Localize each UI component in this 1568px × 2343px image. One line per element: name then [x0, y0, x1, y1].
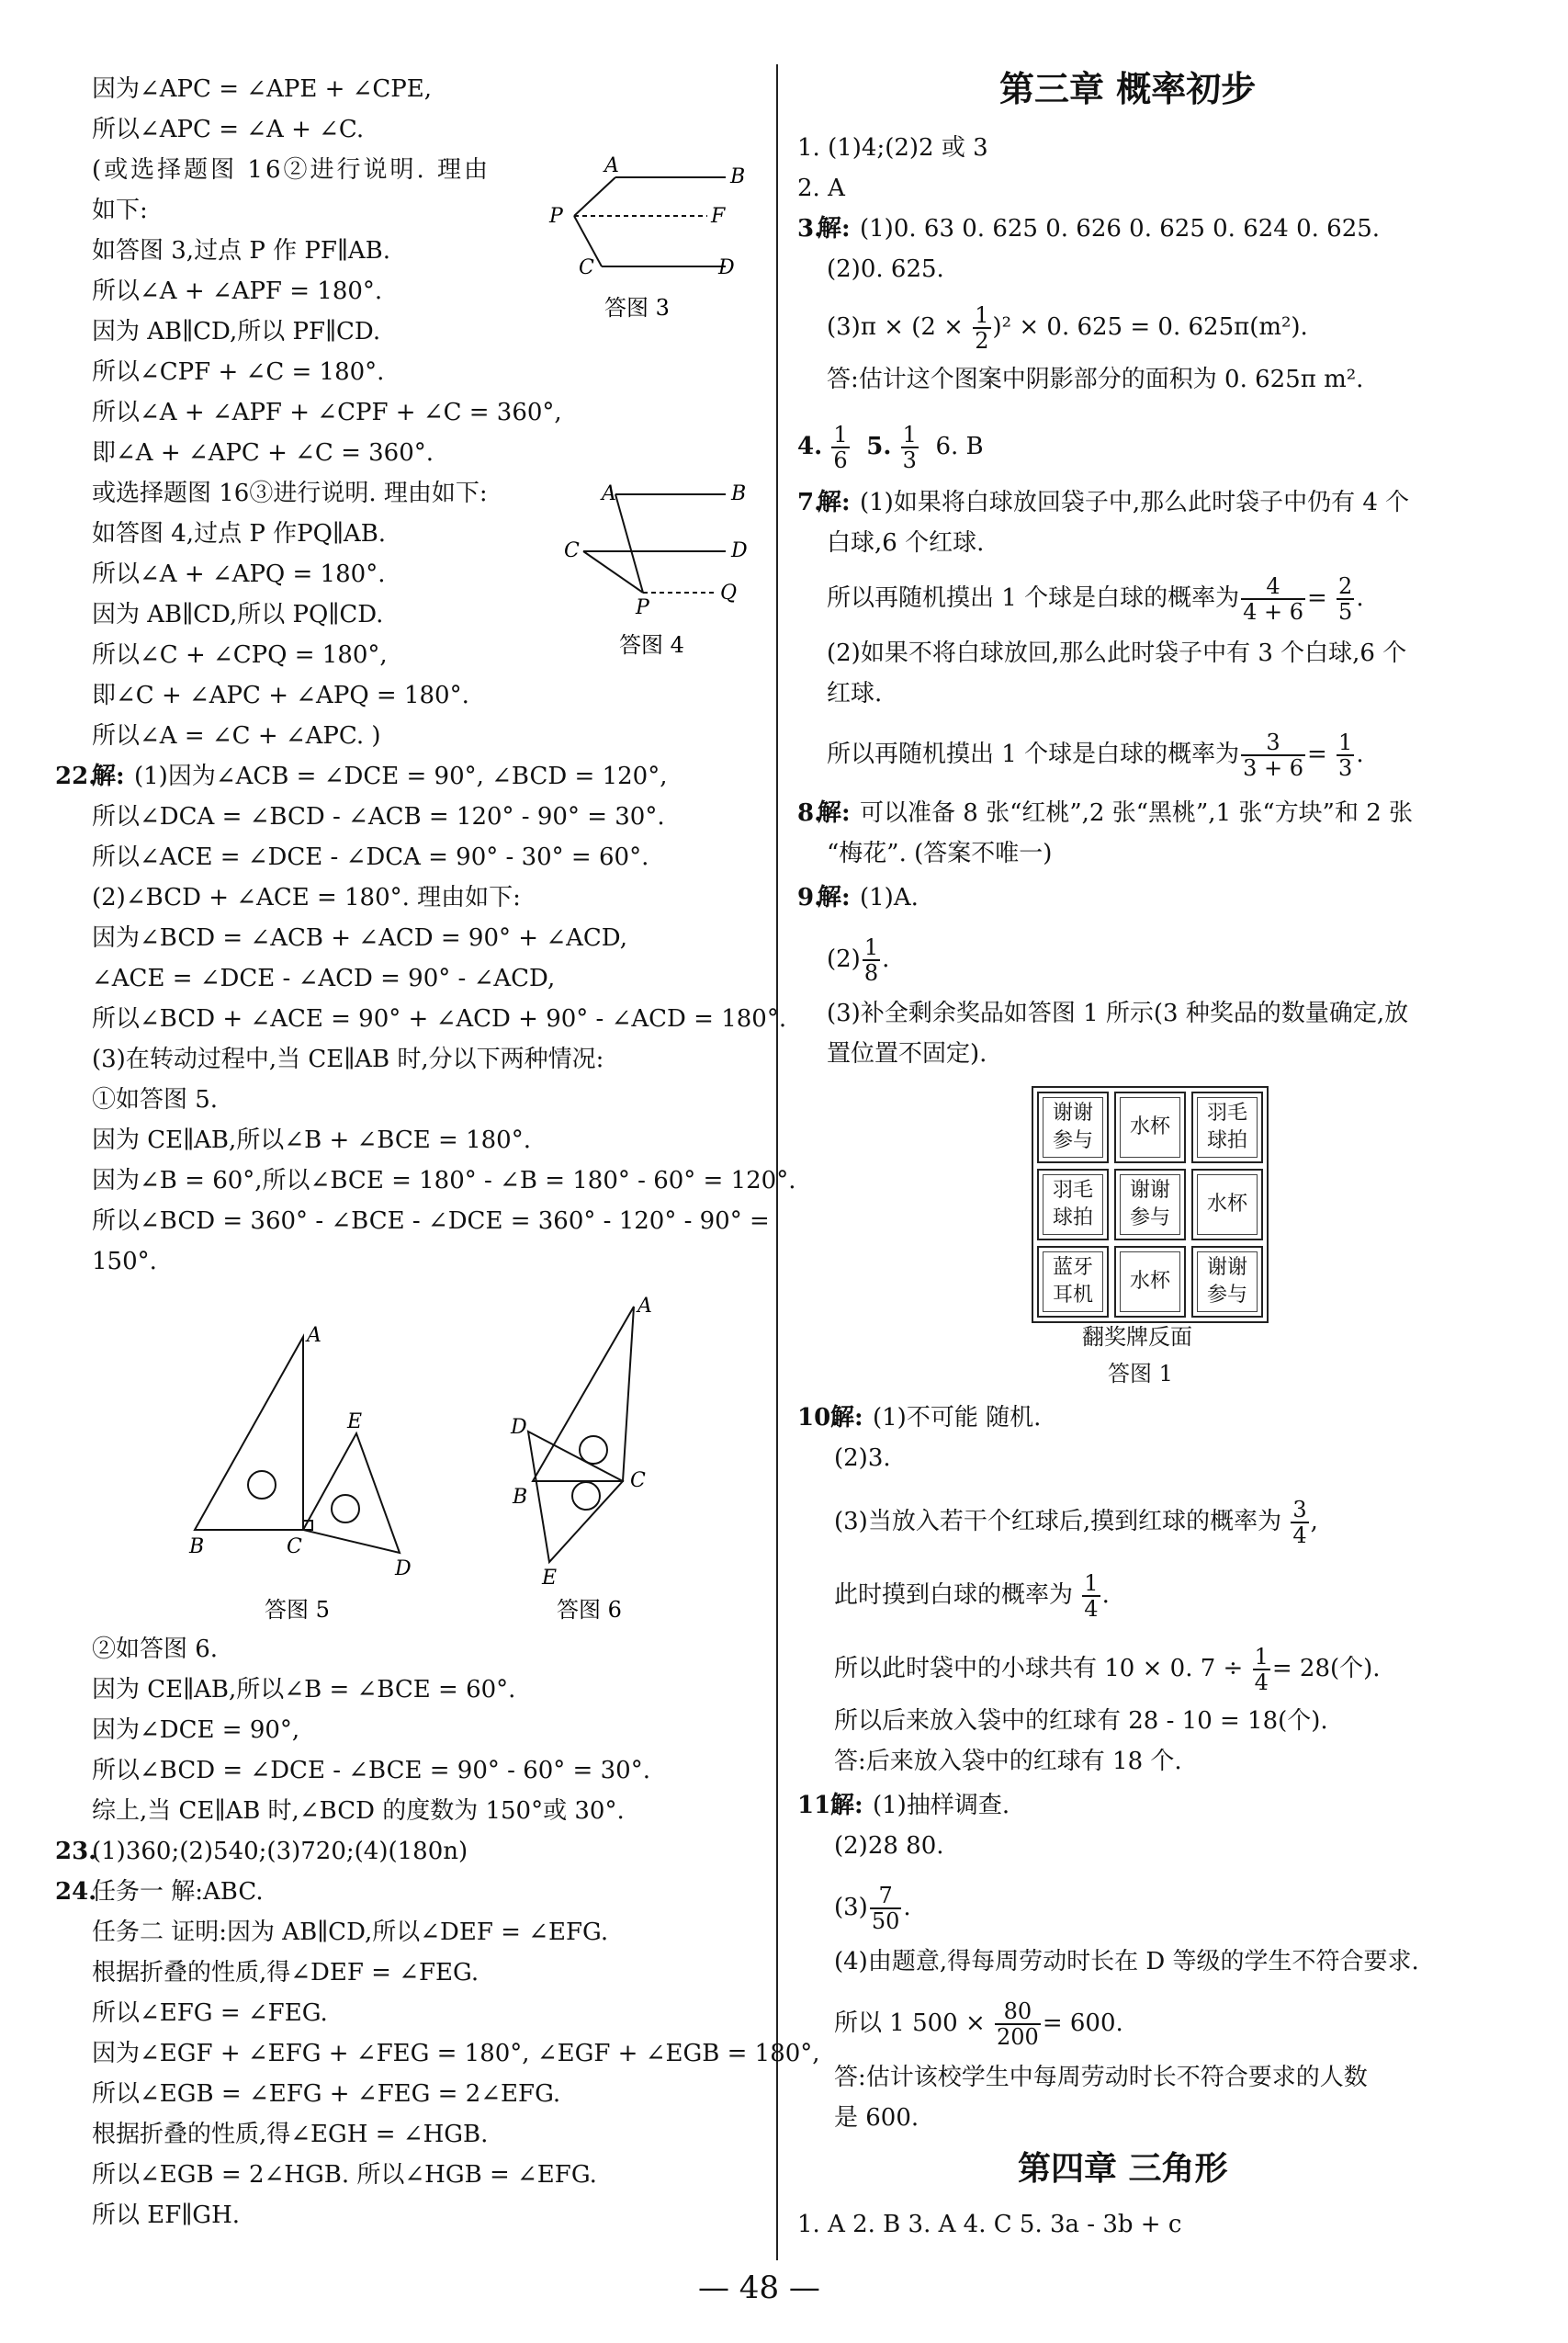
denominator: 3 + 6	[1243, 755, 1303, 781]
fraction	[1241, 730, 1305, 780]
text-line: (1)如果将白球放回袋子中,那么此时袋子中仍有 4 个	[860, 489, 1410, 516]
prize-card	[1114, 1169, 1186, 1240]
triangle-hole	[248, 1471, 276, 1499]
label-b: B	[513, 1486, 528, 1509]
figure-caption: 答图 6	[557, 1597, 622, 1623]
formula-part: 所以 1 500 ×	[834, 2009, 994, 2037]
numerator: 3	[1292, 1497, 1307, 1522]
prize-card-label: 羽毛球拍	[1197, 1097, 1258, 1158]
text-line: (3)补全剩余奖品如答图 1 所示(3 种奖品的数量确定,放	[827, 1000, 1409, 1027]
chapter-title: 第三章 概率初步	[999, 69, 1257, 109]
text-line: 任务二 证明:因为 AB∥CD,所以∠DEF = ∠EFG.	[92, 1919, 609, 1946]
text-line: 2. A	[797, 175, 845, 202]
formula-line: (3) $\frac{7}{50}$ .	[834, 1883, 911, 1934]
figure-6	[496, 1286, 680, 1626]
text-line: 所以∠BCD = 360° - ∠BCE - ∠DCE = 360° - 120° - 90° =	[92, 1207, 770, 1235]
fraction	[901, 423, 919, 472]
prize-card	[1037, 1169, 1109, 1240]
denominator: 5	[1338, 599, 1353, 625]
text-line: 红球.	[827, 680, 883, 707]
text-line: 因为∠DCE = 90°,	[92, 1716, 300, 1744]
text-line: 或选择题图 16③进行说明. 理由如下:	[92, 480, 488, 507]
numerator: 1	[1084, 1570, 1099, 1596]
text-line: 根据折叠的性质,得∠EGH = ∠HGB.	[92, 2121, 489, 2148]
denominator: 4 + 6	[1243, 599, 1303, 625]
text-line: 所以∠CPF + ∠C = 180°.	[92, 358, 385, 386]
text-line: (1)不可能 随机.	[873, 1404, 1042, 1432]
text-line: 如下:	[92, 197, 148, 224]
label-b: B	[730, 165, 746, 188]
numerator: 1	[1338, 730, 1353, 755]
question-number: 23.	[55, 1838, 97, 1865]
triangle-abc	[195, 1337, 303, 1530]
label-e: E	[347, 1410, 363, 1433]
formula-part: 此时摸到白球的概率为	[834, 1581, 1074, 1609]
text-line: (1)A.	[860, 884, 919, 911]
denominator: 8	[863, 960, 879, 986]
triangle-hole	[332, 1495, 359, 1522]
page-number: — 48 —	[698, 2269, 820, 2306]
label-c: C	[564, 539, 580, 562]
triangle-hole	[572, 1482, 600, 1510]
text-line: 6. B	[935, 433, 984, 460]
text-line: 所以后来放入袋中的红球有 28 - 10 = 18(个).	[834, 1707, 1328, 1735]
label-p: P	[549, 205, 563, 228]
denominator: 200	[997, 2024, 1039, 2050]
prize-card-label: 水杯	[1120, 1251, 1180, 1312]
answer-label: 解:	[818, 489, 851, 516]
numerator: 1	[902, 422, 917, 447]
fraction	[1241, 574, 1305, 624]
text-line: “梅花”. (答案不唯一)	[827, 840, 1053, 867]
text-line: (或选择题图 16②进行说明. 理由	[92, 156, 491, 184]
text-line: 根据折叠的性质,得∠DEF = ∠FEG.	[92, 1959, 479, 1986]
answer-label: 解:	[818, 884, 851, 911]
numerator: 3	[1241, 730, 1305, 756]
formula-part: (3)π ×	[827, 313, 912, 341]
formula-line: 所以再随机摸出 1 个球是白球的概率为 $\frac{4}{4 + 6}$ = $\frac{2}{5}$ .	[827, 573, 1364, 625]
fraction	[1082, 1571, 1100, 1621]
label-q: Q	[720, 582, 738, 605]
fraction	[1337, 730, 1354, 780]
text-line: ∠ACE = ∠DCE - ∠ACD = 90° - ∠ACD,	[92, 965, 556, 992]
prize-card	[1191, 1092, 1263, 1163]
prize-card-label: 蓝牙耳机	[1043, 1251, 1103, 1312]
prize-card-label: 谢谢参与	[1197, 1251, 1258, 1312]
prize-card-label: 谢谢参与	[1120, 1174, 1180, 1235]
label-c: C	[579, 256, 594, 279]
question-number: 10.	[797, 1404, 840, 1432]
figure-4	[551, 478, 753, 671]
fraction	[831, 423, 849, 472]
text-line: 所以∠EGB = ∠EFG + ∠FEG = 2∠EFG.	[92, 2080, 561, 2108]
figure-caption: 答图 3	[604, 295, 670, 321]
denominator: 3	[1338, 755, 1353, 781]
question-number: 9.	[797, 884, 823, 911]
text-line: 如答图 4,过点 P 作PQ∥AB.	[92, 520, 387, 548]
figure-3	[533, 152, 753, 326]
triangle-cde	[528, 1432, 623, 1562]
text-line: 所以∠EFG = ∠FEG.	[92, 1999, 328, 2027]
text-line: (2)如果不将白球放回,那么此时袋子中有 3 个白球,6 个	[827, 640, 1407, 667]
text-line: (1)0. 63 0. 625 0. 626 0. 625 0. 624 0. 625.	[860, 215, 1381, 243]
text-line: ②如答图 6.	[92, 1636, 219, 1663]
question-number: 24.	[55, 1878, 97, 1906]
numerator: 4	[1241, 574, 1305, 600]
formula-line: 此时摸到白球的概率为 $\frac{1}{4}$ .	[834, 1570, 1110, 1622]
fraction	[1253, 1645, 1270, 1694]
text-line: 是 600.	[834, 2104, 919, 2132]
label-c: C	[287, 1535, 302, 1558]
figure-caption: 答图 5	[265, 1597, 330, 1623]
text-line: 因为 AB∥CD,所以 PQ∥CD.	[92, 601, 384, 628]
text-line: (4)由题意,得每周劳动时长在 D 等级的学生不符合要求.	[834, 1948, 1419, 1975]
prize-card-label: 谢谢参与	[1043, 1097, 1103, 1158]
text-line: (2)28 80.	[834, 1832, 944, 1860]
numerator: 80	[995, 1999, 1041, 2025]
formula-part: )² × 0. 625 = 0. 625π(m²).	[992, 313, 1308, 341]
label-e: E	[542, 1567, 558, 1590]
text-line: 因为∠EGF + ∠EFG + ∠FEG = 180°, ∠EGF + ∠EGB = 180°,	[92, 2040, 820, 2067]
label-d: D	[718, 256, 735, 279]
question-number: 4.	[797, 433, 823, 460]
formula-line: 所以再随机摸出 1 个球是白球的概率为 $\frac{3}{3 + 6}$ = $\frac{1}{3}$ .	[827, 730, 1364, 781]
formula-part: (3)当放入若干个红球后,摸到红球的概率为	[834, 1508, 1282, 1535]
text-line: 所以∠A = ∠C + ∠APC. )	[92, 722, 381, 750]
prize-card	[1191, 1169, 1263, 1240]
text-line: ①如答图 5.	[92, 1086, 219, 1114]
label-b: B	[731, 482, 747, 505]
denominator: 4	[1254, 1670, 1269, 1695]
figure-5	[175, 1305, 441, 1626]
label-d: D	[395, 1557, 412, 1580]
answer-label: 解:	[818, 215, 851, 243]
text-line: 置位置不固定).	[827, 1040, 987, 1068]
text-line: 答:估计这个图案中阴影部分的面积为 0. 625π m².	[827, 366, 1364, 393]
grid-label: 翻奖牌反面	[1082, 1324, 1192, 1350]
fraction	[870, 1884, 902, 1933]
label-b: B	[189, 1535, 205, 1558]
prize-card	[1191, 1246, 1263, 1318]
formula-part: 所以再随机摸出 1 个球是白球的概率为	[827, 741, 1240, 768]
figure-caption: 答图 4	[619, 632, 684, 658]
prize-card	[1114, 1092, 1186, 1163]
text-line: 所以∠A + ∠APF + ∠CPF + ∠C = 360°,	[92, 399, 562, 426]
formula-line	[827, 303, 1308, 353]
text-line: 因为 CE∥AB,所以∠B + ∠BCE = 180°.	[92, 1126, 531, 1154]
formula-line: (2) $\frac{1}{8}$ .	[827, 934, 890, 986]
fraction	[973, 303, 990, 353]
fraction	[1337, 574, 1354, 624]
text-line: 所以∠A + ∠APQ = 180°.	[92, 560, 386, 588]
formula-part: (2 ×	[911, 313, 972, 341]
fraction	[863, 935, 880, 985]
answer-label: 解:	[92, 763, 125, 790]
text-line: 所以∠C + ∠CPQ = 180°,	[92, 641, 388, 669]
denominator: 6	[833, 447, 848, 473]
formula-line	[834, 1999, 1123, 2049]
label-a: A	[602, 482, 616, 505]
numerator: 1	[863, 934, 879, 960]
answer-label: 解:	[830, 1404, 863, 1432]
triangle-hole	[580, 1436, 607, 1464]
text-line: 如答图 3,过点 P 作 PF∥AB.	[92, 237, 391, 265]
prize-card-label: 水杯	[1197, 1174, 1258, 1235]
label-d: D	[511, 1416, 527, 1439]
question-number: 7.	[797, 489, 823, 516]
text-line: 因为 CE∥AB,所以∠B = ∠BCE = 60°.	[92, 1676, 516, 1703]
formula-part: 所以此时袋中的小球共有 10 × 0. 7 ÷	[834, 1655, 1251, 1682]
formula-line	[797, 423, 984, 472]
text-line: 任务一 解:ABC.	[92, 1878, 264, 1906]
label-c: C	[630, 1469, 646, 1492]
text-line: 可以准备 8 张“红桃”,2 张“黑桃”,1 张“方块”和 2 张	[860, 799, 1414, 827]
text-line: (2)0. 625.	[827, 255, 944, 283]
formula-line	[834, 1645, 1381, 1694]
text-line: 白球,6 个红球.	[827, 529, 985, 557]
text-line: 所以 EF∥GH.	[92, 2202, 241, 2229]
triangle-cde	[303, 1433, 400, 1553]
prize-card-label: 羽毛球拍	[1043, 1174, 1103, 1235]
text-line: 即∠C + ∠APC + ∠APQ = 180°.	[92, 682, 469, 709]
figure-caption: 答图 1	[1108, 1361, 1173, 1387]
text-line: 因为∠BCD = ∠ACB + ∠ACD = 90° + ∠ACD,	[92, 924, 627, 952]
question-number: 8.	[797, 799, 823, 827]
text-line: 因为∠B = 60°,所以∠BCE = 180° - ∠B = 180° - 60° = 120°.	[92, 1167, 796, 1194]
text-line: 答:估计该校学生中每周劳动时长不符合要求的人数	[834, 2064, 1368, 2091]
question-number: 3.	[797, 215, 823, 243]
numerator: 1	[1254, 1644, 1269, 1670]
label-a: A	[604, 154, 619, 177]
denominator: 4	[1084, 1596, 1099, 1622]
column-divider	[776, 64, 778, 2260]
numerator: 7	[870, 1884, 902, 1909]
label-a: A	[307, 1324, 321, 1347]
formula-line: (3)当放入若干个红球后,摸到红球的概率为 $\frac{3}{4}$ ,	[834, 1497, 1318, 1548]
label-p: P	[636, 596, 649, 619]
prize-card	[1037, 1246, 1109, 1318]
formula-part: (2)	[827, 945, 861, 973]
prize-card	[1114, 1246, 1186, 1318]
fraction	[995, 1999, 1041, 2049]
denominator: 50	[871, 1908, 900, 1934]
text-line: 所以∠A + ∠APF = 180°.	[92, 277, 383, 305]
prize-grid	[1032, 1086, 1269, 1323]
label-d: D	[731, 539, 748, 562]
question-number: 5.	[866, 433, 892, 460]
denominator: 4	[1292, 1522, 1307, 1548]
formula-part: = 28(个).	[1271, 1655, 1381, 1682]
text-line: 答:后来放入袋中的红球有 18 个.	[834, 1748, 1182, 1775]
text-line: 所以∠BCD = ∠DCE - ∠BCE = 90° - 60° = 30°.	[92, 1757, 650, 1784]
text-line: (1)抽样调查.	[873, 1792, 1010, 1819]
text-line: 所以∠APC = ∠A + ∠C.	[92, 116, 365, 143]
line-ap	[574, 177, 615, 216]
label-f: F	[711, 205, 726, 228]
formula-part: 所以再随机摸出 1 个球是白球的概率为	[827, 584, 1240, 612]
question-number: 22.	[55, 763, 97, 790]
text-line: (3)在转动过程中,当 CE∥AB 时,分以下两种情况:	[92, 1046, 604, 1073]
formula-part: (3)	[834, 1894, 868, 1921]
text-line: 所以∠EGB = 2∠HGB. 所以∠HGB = ∠EFG.	[92, 2161, 597, 2189]
fraction	[1291, 1498, 1308, 1547]
text-line: 150°.	[92, 1248, 157, 1275]
numerator: 1	[975, 302, 989, 328]
text-line: 1. (1)4;(2)2 或 3	[797, 134, 988, 162]
chapter-title: 第四章 三角形	[1018, 2150, 1228, 2188]
label-a: A	[637, 1295, 652, 1318]
denominator: 3	[902, 447, 917, 473]
text-line: 因为 AB∥CD,所以 PF∥CD.	[92, 318, 381, 345]
numerator: 2	[1338, 573, 1353, 599]
text-line: (2)∠BCD + ∠ACE = 180°. 理由如下:	[92, 884, 521, 911]
prize-card	[1037, 1092, 1109, 1163]
text-line: (2)3.	[834, 1444, 891, 1472]
text-line: (1)360;(2)540;(3)720;(4)(180n)	[92, 1838, 468, 1865]
numerator: 1	[833, 422, 848, 447]
prize-card-label: 水杯	[1120, 1097, 1180, 1158]
text-line: 因为∠APC = ∠APE + ∠CPE,	[92, 75, 433, 103]
text-line: 所以∠DCA = ∠BCD - ∠ACB = 120° - 90° = 30°.	[92, 803, 665, 831]
text-line: 即∠A + ∠APC + ∠C = 360°.	[92, 439, 434, 467]
line-ap	[615, 494, 643, 593]
formula-part: = 600.	[1042, 2009, 1123, 2037]
answer-label: 解:	[830, 1792, 863, 1819]
question-number: 11.	[797, 1792, 840, 1819]
answer-label: 解:	[818, 799, 851, 827]
triangle-abc	[533, 1307, 634, 1481]
denominator: 2	[975, 328, 989, 354]
text-line: 1. A 2. B 3. A 4. C 5. 3a - 3b + c	[797, 2211, 1182, 2238]
text-line: 所以∠BCD + ∠ACE = 90° + ∠ACD + 90° - ∠ACD = 180°.	[92, 1005, 787, 1033]
text-line: 综上,当 CE∥AB 时,∠BCD 的度数为 150°或 30°.	[92, 1797, 625, 1825]
text-line: 所以∠ACE = ∠DCE - ∠DCA = 90° - 30° = 60°.	[92, 843, 649, 871]
text-line: (1)因为∠ACB = ∠DCE = 90°, ∠BCD = 120°,	[134, 763, 668, 790]
